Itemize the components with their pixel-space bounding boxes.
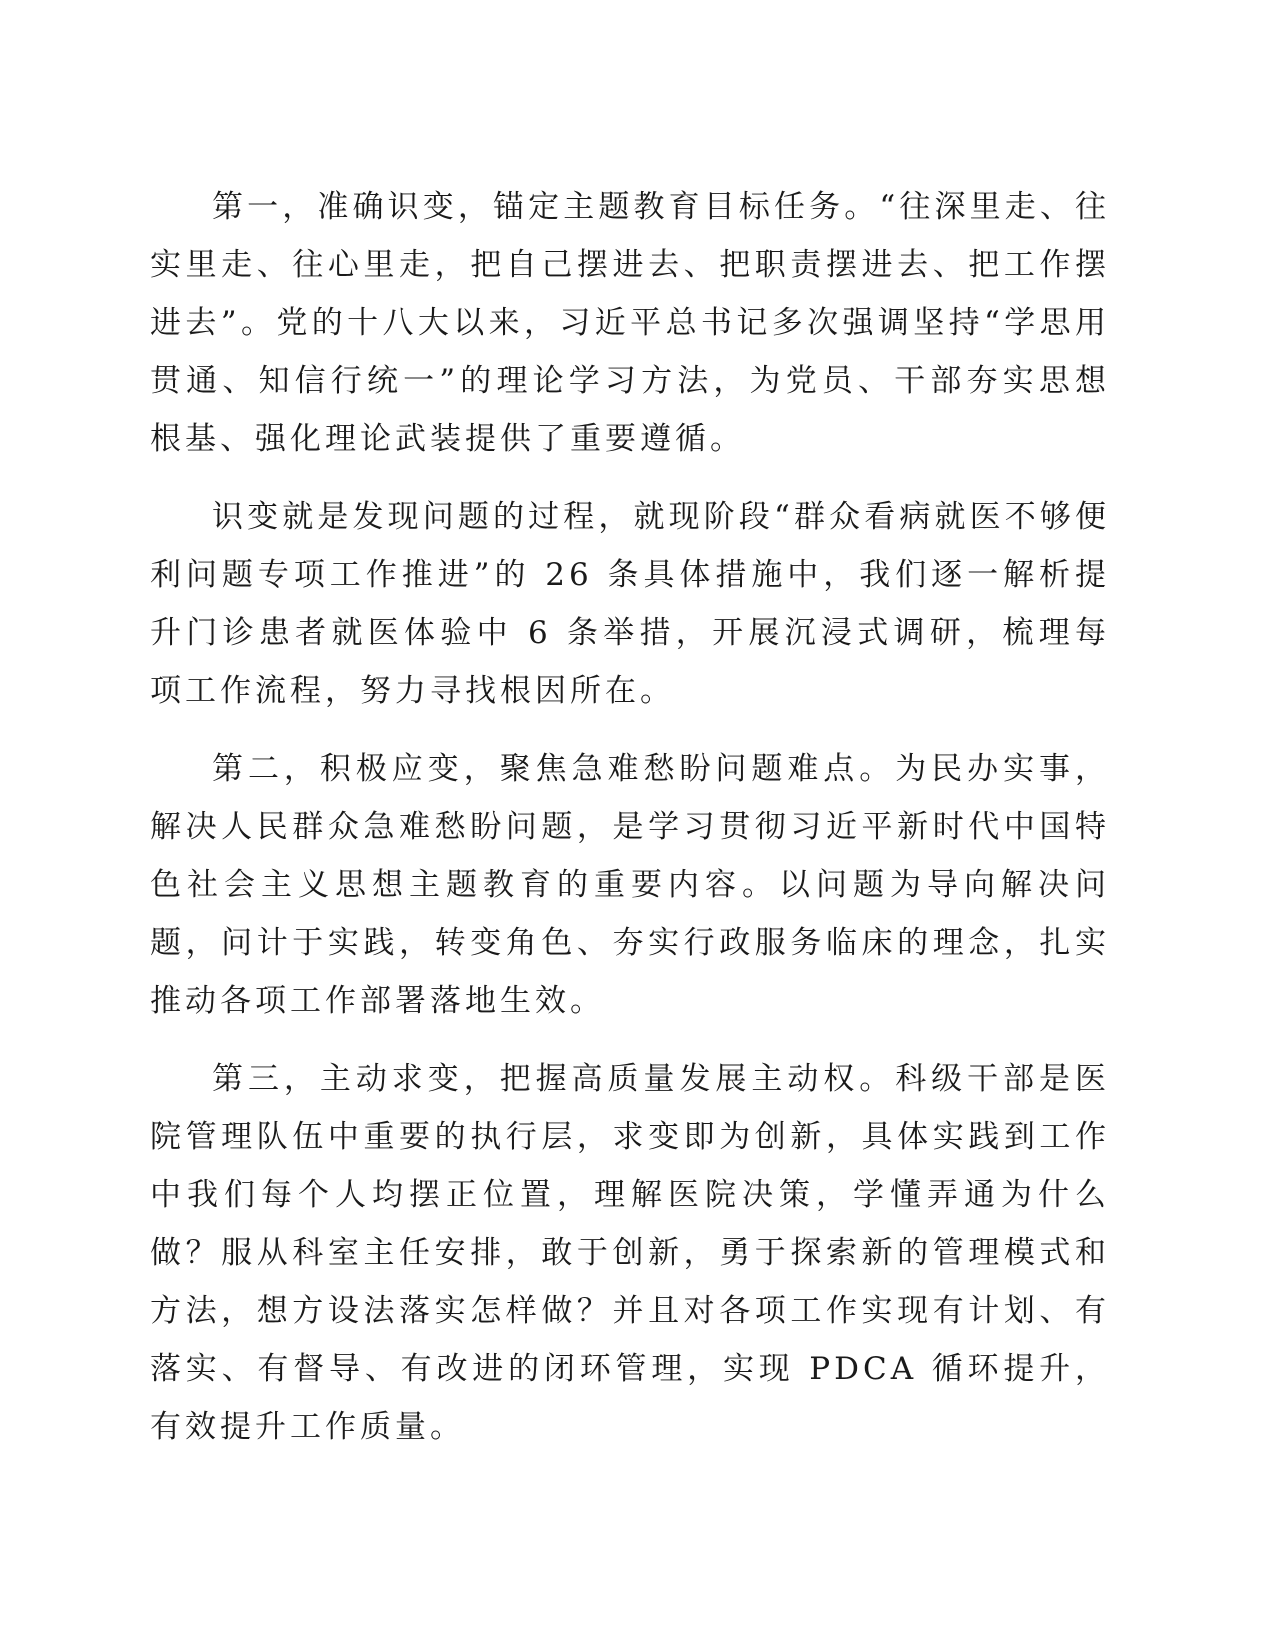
paragraph-1: 第一，准确识变，锚定主题教育目标任务。“往深里走、往实里走、往心里走，把自己摆进去、把职责摆进去、把工作摆进去”。党的十八大以来，习近平总书记多次强调坚持“学思用贯通、知信行统一”的理论学习方法，为党员、干部夯实思想根基、强化理论武装提供了重要遵循。 — [150, 189, 1110, 457]
paragraph-2: 识变就是发现问题的过程，就现阶段“群众看病就医不够便利问题专项工作推进”的 26 条具体措施中，我们逐一解析提升门诊患者就医体验中 6 条举措，开展沉浸式调研，梳理每项工作流程，努力寻找根因所在。 — [150, 499, 1110, 709]
paragraph-3: 第二，积极应变，聚焦急难愁盼问题难点。为民办实事，解决人民群众急难愁盼问题，是学习贯彻习近平新时代中国特色社会主义思想主题教育的重要内容。以问题为导向解决问题，问计于实践，转变角色、夯实行政服务临床的理念，扎实推动各项工作部署落地生效。 — [150, 751, 1110, 1019]
document-page — [150, 178, 1110, 1476]
paragraph-4: 第三，主动求变，把握高质量发展主动权。科级干部是医院管理队伍中重要的执行层，求变即为创新，具体实践到工作中我们每个人均摆正位置，理解医院决策，学懂弄通为什么做？服从科室主任安排，敢于创新，勇于探索新的管理模式和方法，想方设法落实怎样做？并且对各项工作实现有计划、有落实、有督导、有改进的闭环管理，实现 PDCA 循环提升，有效提升工作质量。 — [150, 1061, 1110, 1445]
